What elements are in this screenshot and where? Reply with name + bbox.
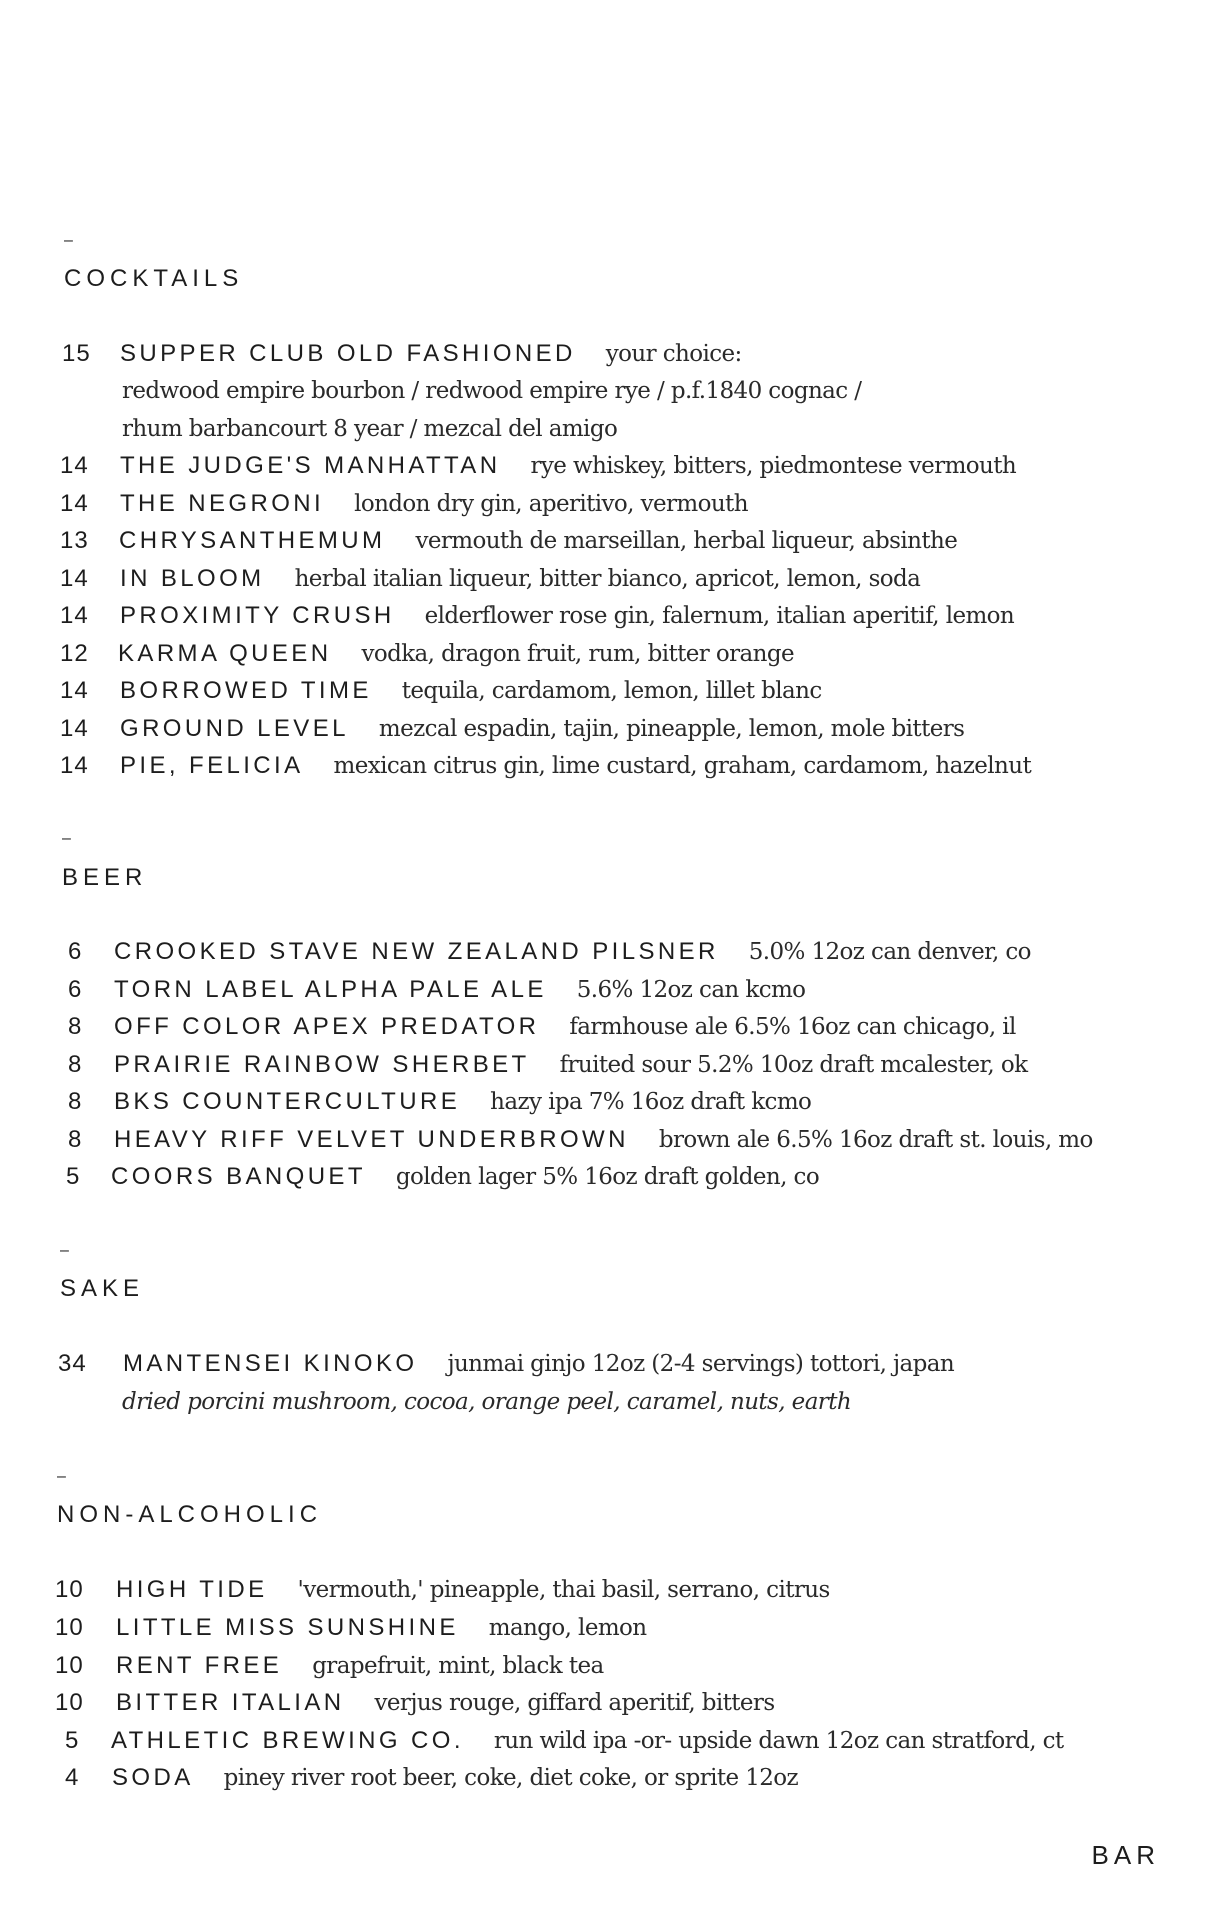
item-name: LITTLE MISS SUNSHINE mango, lemon xyxy=(116,1614,647,1641)
item-description: rye whiskey, bitters, piedmontese vermouth xyxy=(530,453,1017,479)
item-description: 5.6% 12oz can kcmo xyxy=(576,977,806,1003)
item-name: HEAVY RIFF VELVET UNDERBROWN brown ale 6.5% 16oz draft st. louis, mo xyxy=(114,1126,1093,1153)
item-description: herbal italian liqueur, bitter bianco, apricot, lemon, soda xyxy=(294,566,921,592)
section-heading: SAKE xyxy=(60,1275,145,1302)
item-description: vermouth de marseillan, herbal liqueur, absinthe xyxy=(415,528,958,554)
item-description: verjus rouge, giffard aperitif, bitters xyxy=(374,1690,775,1716)
item-price: 15 xyxy=(62,340,91,367)
section-divider: – xyxy=(64,232,73,249)
item-description: piney river root beer, coke, diet coke, or sprite 12oz xyxy=(223,1765,799,1791)
item-description-continued: redwood empire bourbon / redwood empire rye / p.f.1840 cognac / xyxy=(122,378,862,404)
item-description: mexican citrus gin, lime custard, graham, cardamom, hazelnut xyxy=(333,753,1032,779)
item-name: CHRYSANTHEMUM vermouth de marseillan, herbal liqueur, absinthe xyxy=(119,527,958,554)
item-name: BORROWED TIME tequila, cardamom, lemon, lillet blanc xyxy=(120,677,822,704)
item-price: 4 xyxy=(65,1764,80,1791)
item-description: mezcal espadin, tajin, pineapple, lemon, mole bitters xyxy=(378,716,965,742)
item-description: your choice: xyxy=(605,341,742,367)
item-name: OFF COLOR APEX PREDATOR farmhouse ale 6.5% 16oz can chicago, il xyxy=(114,1013,1016,1040)
item-name: RENT FREE grapefruit, mint, black tea xyxy=(116,1652,604,1679)
item-description: brown ale 6.5% 16oz draft st. louis, mo xyxy=(658,1127,1093,1153)
item-price: 8 xyxy=(68,1013,83,1040)
item-price: 5 xyxy=(65,1727,80,1754)
item-description: farmhouse ale 6.5% 16oz can chicago, il xyxy=(569,1014,1016,1040)
section-heading: NON-ALCOHOLIC xyxy=(57,1501,323,1528)
item-price: 8 xyxy=(68,1051,83,1078)
item-name: CROOKED STAVE NEW ZEALAND PILSNER 5.0% 12oz can denver, co xyxy=(114,938,1031,965)
item-price: 14 xyxy=(60,452,89,479)
item-description: fruited sour 5.2% 10oz draft mcalester, ok xyxy=(559,1052,1028,1078)
item-price: 14 xyxy=(60,677,89,704)
item-name: PRAIRIE RAINBOW SHERBET fruited sour 5.2% 10oz draft mcalester, ok xyxy=(114,1051,1028,1078)
footer-label: BAR xyxy=(1091,1840,1160,1870)
item-description: london dry gin, aperitivo, vermouth xyxy=(354,491,748,517)
item-name: BITTER ITALIAN verjus rouge, giffard aperitif, bitters xyxy=(116,1689,775,1716)
item-price: 14 xyxy=(60,565,89,592)
item-price: 5 xyxy=(66,1163,81,1190)
item-description: 'vermouth,' pineapple, thai basil, serrano, citrus xyxy=(297,1577,830,1603)
tasting-notes: dried porcini mushroom, cocoa, orange peel, caramel, nuts, earth xyxy=(122,1389,852,1415)
item-name: HIGH TIDE 'vermouth,' pineapple, thai basil, serrano, citrus xyxy=(116,1576,830,1603)
item-name: THE NEGRONI london dry gin, aperitivo, vermouth xyxy=(120,490,748,517)
item-name: BKS COUNTERCULTURE hazy ipa 7% 16oz draft kcmo xyxy=(114,1088,812,1115)
item-price: 12 xyxy=(60,640,89,667)
item-description: vodka, dragon fruit, rum, bitter orange xyxy=(361,641,794,667)
item-price: 34 xyxy=(58,1350,87,1377)
item-price: 13 xyxy=(60,527,89,554)
item-name: THE JUDGE'S MANHATTAN rye whiskey, bitters, piedmontese vermouth xyxy=(120,452,1017,479)
item-name: SODA piney river root beer, coke, diet coke, or sprite 12oz xyxy=(112,1764,799,1791)
item-description: elderflower rose gin, falernum, italian aperitif, lemon xyxy=(424,603,1015,629)
item-name: PROXIMITY CRUSH elderflower rose gin, falernum, italian aperitif, lemon xyxy=(120,602,1015,629)
item-description: run wild ipa -or- upside dawn 12oz can stratford, ct xyxy=(493,1728,1064,1754)
item-name: GROUND LEVEL mezcal espadin, tajin, pineapple, lemon, mole bitters xyxy=(120,715,965,742)
item-price: 14 xyxy=(60,602,89,629)
item-description: mango, lemon xyxy=(488,1615,647,1641)
item-price: 14 xyxy=(60,490,89,517)
item-name: TORN LABEL ALPHA PALE ALE 5.6% 12oz can kcmo xyxy=(114,976,806,1003)
item-description: hazy ipa 7% 16oz draft kcmo xyxy=(490,1089,812,1115)
section-divider: – xyxy=(57,1468,66,1485)
item-description: 5.0% 12oz can denver, co xyxy=(748,939,1031,965)
item-price: 10 xyxy=(55,1689,84,1716)
item-description: junmai ginjo 12oz (2-4 servings) tottori, japan xyxy=(447,1351,955,1377)
item-description: golden lager 5% 16oz draft golden, co xyxy=(395,1164,820,1190)
item-price: 10 xyxy=(55,1652,84,1679)
item-description-continued: rhum barbancourt 8 year / mezcal del amigo xyxy=(122,416,618,442)
item-price: 10 xyxy=(55,1576,84,1603)
item-description: tequila, cardamom, lemon, lillet blanc xyxy=(401,678,822,704)
section-divider: – xyxy=(60,1242,69,1259)
item-name: PIE, FELICIA mexican citrus gin, lime custard, graham, cardamom, hazelnut xyxy=(120,752,1032,779)
item-price: 10 xyxy=(55,1614,84,1641)
item-price: 14 xyxy=(60,715,89,742)
item-name: KARMA QUEEN vodka, dragon fruit, rum, bitter orange xyxy=(118,640,794,667)
item-price: 8 xyxy=(68,1088,83,1115)
item-name: ATHLETIC BREWING CO. run wild ipa -or- upside dawn 12oz can stratford, ct xyxy=(111,1727,1064,1754)
item-price: 8 xyxy=(68,1126,83,1153)
item-price: 14 xyxy=(60,752,89,779)
item-description: grapefruit, mint, black tea xyxy=(312,1653,604,1679)
item-name: SUPPER CLUB OLD FASHIONED your choice: xyxy=(120,340,742,367)
item-name: MANTENSEI KINOKO junmai ginjo 12oz (2-4 servings) tottori, japan xyxy=(123,1350,955,1377)
item-name: IN BLOOM herbal italian liqueur, bitter bianco, apricot, lemon, soda xyxy=(120,565,921,592)
item-name: COORS BANQUET golden lager 5% 16oz draft golden, co xyxy=(111,1163,820,1190)
item-price: 6 xyxy=(68,938,83,965)
section-divider: – xyxy=(62,830,71,847)
section-heading: BEER xyxy=(62,864,148,891)
item-price: 6 xyxy=(68,976,83,1003)
section-heading: COCKTAILS xyxy=(64,265,244,292)
